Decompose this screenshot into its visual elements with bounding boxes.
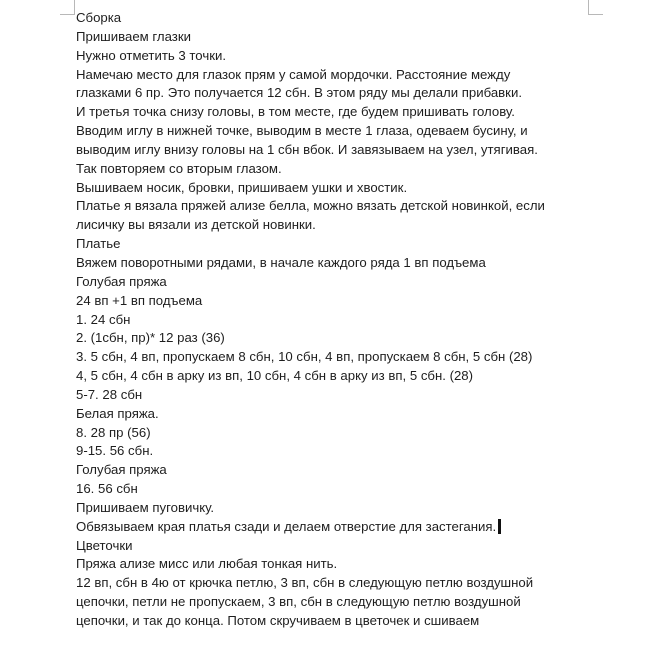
yarn-color-label: Белая пряжа. [76, 405, 159, 421]
pattern-row: 8. 28 пр (56) [76, 424, 151, 440]
text-line: лисичку вы вязали из детской новинки. [76, 217, 316, 233]
text-line: Пряжа ализе мисс или любая тонкая нить. [76, 556, 338, 572]
text-line: выводим иглу внизу головы на 1 сбн вбок. И завязываем на узел, утягивая. [76, 141, 538, 157]
yarn-color-label: Голубая пряжа [76, 273, 167, 289]
heading-flowers: Цветочки [76, 537, 133, 553]
pattern-row: 5-7. 28 сбн [76, 386, 143, 402]
text-line: Так повторяем со вторым глазом. [76, 160, 282, 176]
pattern-row: 9-15. 56 сбн. [76, 443, 154, 459]
text-cursor [498, 519, 501, 534]
text-line: 12 вп, сбн в 4ю от крючка петлю, 3 вп, сбн в следующую петлю воздушной [76, 575, 534, 591]
text-line: Платье я вязала пряжей ализе белла, можно вязать детской новинкой, если [76, 198, 545, 214]
text-line: Нужно отметить 3 точки. [76, 47, 227, 63]
pattern-row: 1. 24 сбн [76, 311, 131, 327]
text-line: Вяжем поворотными рядами, в начале каждого ряда 1 вп подъема [76, 254, 486, 270]
document-body[interactable] [76, 9, 636, 631]
heading-dress: Платье [76, 236, 121, 252]
page-corner-mark-left [60, 0, 75, 15]
heading-assembly: Сборка [76, 10, 122, 25]
text-line: Вводим иглу в нижней точке, выводим в месте 1 глаза, одеваем бусину, и [76, 123, 528, 139]
pattern-row: 2. (1сбн, пр)* 12 раз (36) [76, 330, 225, 346]
text-line: Намечаю место для глазок прям у самой мордочки. Расстояние между [76, 66, 511, 82]
text-line: Пришиваем пуговичку. [76, 499, 215, 515]
text-line: глазками 6 пр. Это получается 12 сбн. В этом ряду мы делали прибавки. [76, 85, 522, 101]
text-line-content: Обвязываем края платья сзади и делаем отверстие для застегания. [76, 518, 497, 534]
pattern-row: 4, 5 сбн, 4 сбн в арку из вп, 10 сбн, 4 сбн в арку из вп, 5 сбн. (28) [76, 368, 474, 384]
pattern-row: 24 вп +1 вп подъема [76, 292, 203, 308]
subheading-eyes: Пришиваем глазки [76, 28, 191, 44]
pattern-row: 3. 5 сбн, 4 вп, пропускаем 8 сбн, 10 сбн, 4 вп, пропускаем 8 сбн, 5 сбн (28) [76, 349, 533, 365]
text-line-with-cursor [76, 518, 636, 537]
yarn-color-label: Голубая пряжа [76, 462, 167, 478]
text-line: И третья точка снизу головы, в том месте, где будем пришивать голову. [76, 104, 515, 120]
text-line: цепочки, и так до конца. Потом скручиваем в цветочек и сшиваем [76, 613, 480, 628]
text-line: цепочки, петли не пропускаем, 3 вп, сбн в следующую петлю воздушной [76, 594, 521, 610]
pattern-row: 16. 56 сбн [76, 481, 138, 497]
text-line: Вышиваем носик, бровки, пришиваем ушки и хвостик. [76, 179, 408, 195]
